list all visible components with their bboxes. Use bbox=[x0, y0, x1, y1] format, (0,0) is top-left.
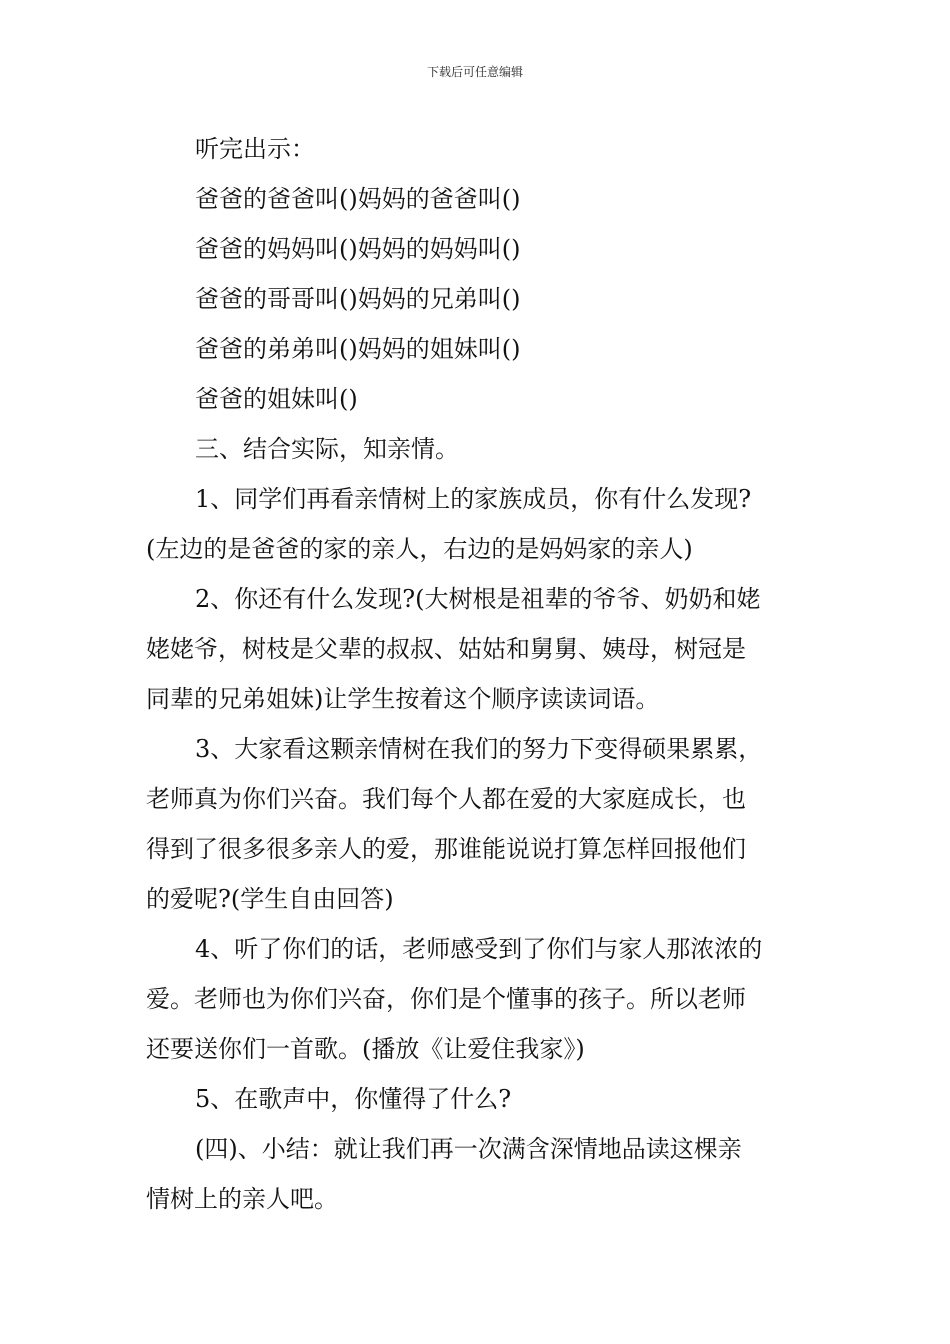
text-line: 爸爸的弟弟叫()妈妈的姐妹叫() bbox=[195, 335, 521, 363]
paragraph-line: 还要送你们一首歌。(播放《让爱住我家》) bbox=[146, 1035, 585, 1063]
paragraph-line: 5、在歌声中，你懂得了什么? bbox=[195, 1085, 512, 1113]
text-line: 听完出示： bbox=[195, 135, 315, 163]
paragraph-line: (四)、小结：就让我们再一次满含深情地品读这棵亲 bbox=[195, 1135, 742, 1163]
text-line: 爸爸的姐妹叫() bbox=[195, 385, 358, 413]
paragraph-line: 同辈的兄弟姐妹)让学生按着这个顺序读读词语。 bbox=[146, 685, 660, 713]
paragraph-line: 姥姥爷，树枝是父辈的叔叔、姑姑和舅舅、姨母，树冠是 bbox=[146, 635, 746, 663]
paragraph-line: 4、听了你们的话，老师感受到了你们与家人那浓浓的 bbox=[195, 935, 763, 963]
paragraph-line: 情树上的亲人吧。 bbox=[146, 1185, 338, 1213]
paragraph-line: 的爱呢?(学生自由回答) bbox=[146, 885, 394, 913]
document-body bbox=[146, 124, 806, 1224]
section-heading: 三、结合实际，知亲情。 bbox=[195, 435, 459, 463]
paragraph-line: (左边的是爸爸的家的亲人，右边的是妈妈家的亲人) bbox=[146, 535, 693, 563]
text-line: 爸爸的哥哥叫()妈妈的兄弟叫() bbox=[195, 285, 521, 313]
text-line: 爸爸的爸爸叫()妈妈的爸爸叫() bbox=[195, 185, 521, 213]
page-header: 下载后可任意编辑 bbox=[426, 65, 523, 79]
text-line: 爸爸的妈妈叫()妈妈的妈妈叫() bbox=[195, 235, 521, 263]
paragraph-line: 2、你还有什么发现?(大树根是祖辈的爷爷、奶奶和姥 bbox=[195, 585, 761, 613]
paragraph-line: 老师真为你们兴奋。我们每个人都在爱的大家庭成长，也 bbox=[146, 785, 746, 813]
paragraph-line: 得到了很多很多亲人的爱，那谁能说说打算怎样回报他们 bbox=[146, 835, 746, 863]
paragraph-line: 爱。老师也为你们兴奋，你们是个懂事的孩子。所以老师 bbox=[146, 985, 746, 1013]
paragraph-line: 1、同学们再看亲情树上的家族成员，你有什么发现? bbox=[195, 485, 752, 513]
paragraph-line: 3、大家看这颗亲情树在我们的努力下变得硕果累累， bbox=[195, 735, 763, 763]
